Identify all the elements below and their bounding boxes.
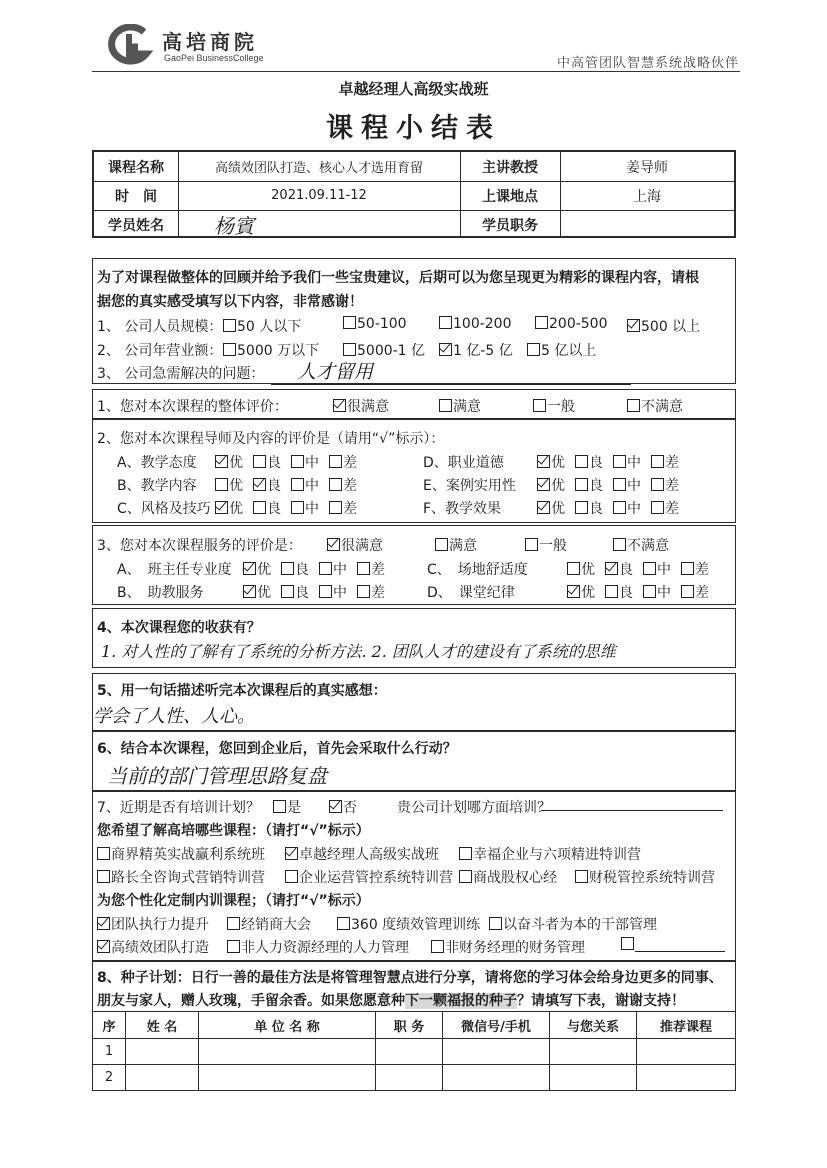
seed-plan-section <box>92 961 736 1011</box>
checkbox-icon[interactable] <box>613 501 626 514</box>
rating-option[interactable]: 差 <box>357 559 385 579</box>
row-cell[interactable] <box>126 1039 199 1065</box>
row-cell[interactable] <box>637 1039 736 1065</box>
custom-training-label: 为您个性化定制内训课程；（请打“√”标示） <box>97 893 370 909</box>
option-revenue-3[interactable]: 1 亿-5 亿 <box>439 340 513 360</box>
rating-row-label: A、 班主任专业度 <box>117 562 232 578</box>
referral-table-header <box>93 1012 736 1039</box>
checkbox-icon[interactable] <box>613 538 626 551</box>
service-option-4[interactable]: 不满意 <box>613 535 669 555</box>
checkbox-icon[interactable] <box>319 585 332 598</box>
custom-option-7[interactable]: 非财务经理的财务管理 <box>431 937 585 957</box>
rating-row-label: D、 课堂纪律 <box>427 585 515 601</box>
checkbox-checked-icon[interactable] <box>537 501 550 514</box>
checkbox-checked-icon[interactable] <box>537 455 550 468</box>
rating-row-label: F、教学效果 <box>423 501 502 517</box>
overall-evaluation-label: 1、您对本次课程的整体评价： <box>97 399 288 415</box>
checkbox-icon[interactable] <box>227 940 240 953</box>
service-evaluation-label: 3、您对本次课程服务的评价是： <box>97 538 302 554</box>
teacher-evaluation-label: 2、您对本次课程导师及内容的评价是（请用“√”标示）： <box>97 431 445 447</box>
row-cell[interactable] <box>637 1065 736 1091</box>
checkbox-checked-icon[interactable] <box>97 917 110 930</box>
student-position-value[interactable] <box>560 210 734 239</box>
rating-option[interactable]: 良 <box>605 582 633 602</box>
checkbox-icon[interactable] <box>343 316 356 329</box>
row-cell[interactable] <box>126 1065 199 1091</box>
checkbox-icon[interactable] <box>613 455 626 468</box>
rating-option[interactable]: 良 <box>253 475 281 495</box>
checkbox-icon[interactable] <box>533 399 546 412</box>
rating-row-label: B、 助教服务 <box>117 585 204 601</box>
option-revenue-1[interactable]: 5000 万以下 <box>223 340 319 360</box>
checkbox-checked-icon[interactable] <box>215 455 228 468</box>
rating-row-label: C、 场地舒适度 <box>427 562 528 578</box>
option-size-3[interactable]: 100-200 <box>439 316 512 332</box>
checkbox-icon[interactable] <box>651 478 664 491</box>
rating-option[interactable]: 优 <box>567 559 595 579</box>
checkbox-checked-icon[interactable] <box>627 319 640 332</box>
option-size-4[interactable]: 200-500 <box>535 316 608 332</box>
row-index: 1 <box>93 1039 126 1065</box>
courses-interest-label: 您希望了解高培哪些课程：（请打“√”标示） <box>97 823 370 839</box>
custom-option-4[interactable]: 以奋斗者为本的干部管理 <box>489 914 657 934</box>
checkbox-icon[interactable] <box>285 870 298 883</box>
checkbox-icon[interactable] <box>651 501 664 514</box>
time-label: 时 间 <box>115 188 157 205</box>
table-row <box>93 1065 736 1091</box>
rating-option[interactable]: 中 <box>643 559 671 579</box>
instructor-value[interactable]: 姜导师 <box>626 159 668 176</box>
option-revenue-4[interactable]: 5 亿以上 <box>527 340 596 360</box>
checkbox-icon[interactable] <box>291 455 304 468</box>
rating-option[interactable]: 良 <box>575 475 603 495</box>
checkbox-icon[interactable] <box>643 585 656 598</box>
feeling-section <box>92 673 736 731</box>
custom-option-2[interactable]: 经销商大会 <box>227 914 311 934</box>
checkbox-icon[interactable] <box>357 585 370 598</box>
rating-row-label: A、教学态度 <box>117 455 197 471</box>
checkbox-icon[interactable] <box>575 870 588 883</box>
gains-section <box>92 608 736 668</box>
checkbox-icon[interactable] <box>681 562 694 575</box>
checkbox-checked-icon[interactable] <box>243 562 256 575</box>
rating-option[interactable]: 优 <box>537 475 565 495</box>
course-name-label: 课程名称 <box>108 159 164 176</box>
rating-option[interactable]: 差 <box>329 475 357 495</box>
checkbox-icon[interactable] <box>459 847 472 860</box>
checkbox-icon[interactable] <box>535 316 548 329</box>
rating-option[interactable]: 差 <box>681 559 709 579</box>
teacher-evaluation-section <box>92 419 736 523</box>
checkbox-icon[interactable] <box>281 585 294 598</box>
checkbox-icon[interactable] <box>253 501 266 514</box>
checkbox-icon[interactable] <box>613 478 626 491</box>
course-option-2[interactable]: 卓越经理人高级实战班 <box>285 844 439 864</box>
col-header-index: 序 <box>93 1012 126 1039</box>
service-option-3[interactable]: 一般 <box>525 535 567 555</box>
service-evaluation-section <box>92 525 736 605</box>
course-option-7[interactable]: 财税管控系统特训营 <box>575 867 715 887</box>
company-info-section <box>92 258 736 384</box>
checkbox-icon[interactable] <box>357 562 370 575</box>
checkbox-icon[interactable] <box>291 501 304 514</box>
time-value[interactable]: 2021.09.11-12 <box>271 188 367 203</box>
training-area-field[interactable] <box>541 810 723 811</box>
rating-option[interactable]: 优 <box>243 559 271 579</box>
training-plan-question: 7、近期是否有培训计划？ <box>97 800 260 816</box>
course-info-table <box>92 150 736 238</box>
rating-row-label: D、职业道德 <box>423 455 504 471</box>
checkbox-icon[interactable] <box>215 478 228 491</box>
checkbox-icon[interactable] <box>459 870 472 883</box>
student-position-label: 学员职务 <box>482 217 538 234</box>
checkbox-icon[interactable] <box>329 455 342 468</box>
option-revenue-2[interactable]: 5000-1 亿 <box>343 340 425 360</box>
row-cell[interactable] <box>550 1065 637 1091</box>
rating-option[interactable]: 差 <box>357 582 385 602</box>
checkbox-icon[interactable] <box>489 917 502 930</box>
rating-option[interactable]: 良 <box>253 498 281 518</box>
company-revenue-label: 2、 公司年营业额： <box>97 343 223 359</box>
checkbox-icon[interactable] <box>97 847 110 860</box>
rating-option[interactable]: 良 <box>281 582 309 602</box>
seed-plan-text-line1: 8、种子计划：日行一善的最佳方法是将管理智慧点进行分享，请将您的学习体会给身边更多的同事、 <box>97 970 723 986</box>
overall-option-1[interactable]: 很满意 <box>333 396 389 416</box>
course-option-5[interactable]: 企业运营管控系统特训营 <box>285 867 453 887</box>
rating-option[interactable]: 良 <box>253 452 281 472</box>
row-index: 2 <box>93 1065 126 1091</box>
checkbox-icon[interactable] <box>567 562 580 575</box>
rating-option[interactable]: 差 <box>651 475 679 495</box>
checkbox-icon[interactable] <box>439 316 452 329</box>
custom-option-1[interactable]: 团队执行力提升 <box>97 914 209 934</box>
rating-option[interactable]: 中 <box>613 452 641 472</box>
course-option-6[interactable]: 商战股权心经 <box>459 867 557 887</box>
rating-option[interactable]: 优 <box>215 475 243 495</box>
seed-plan-text-line2: 朋友与家人，赠人玫瑰，手留余香。如果您愿意种下一颗福报的种子？请填写下表，谢谢支持！ <box>97 993 685 1009</box>
student-name-label: 学员姓名 <box>108 217 164 234</box>
overall-option-4[interactable]: 不满意 <box>627 396 683 416</box>
row-cell[interactable] <box>443 1039 550 1065</box>
checkbox-icon[interactable] <box>223 319 236 332</box>
rating-option[interactable]: 中 <box>319 559 347 579</box>
rating-option[interactable]: 中 <box>291 475 319 495</box>
logo-name-en: GaoPei BusinessCollege <box>164 53 264 63</box>
checkbox-icon[interactable] <box>439 399 452 412</box>
col-header-position: 职 务 <box>376 1012 443 1039</box>
rating-option[interactable]: 中 <box>291 452 319 472</box>
checkbox-icon[interactable] <box>527 343 540 356</box>
student-name-value[interactable]: 杨賓 <box>214 214 254 238</box>
rating-option[interactable]: 中 <box>319 582 347 602</box>
table-row <box>93 1039 736 1065</box>
gains-question: 4、本次课程您的收获有？ <box>97 620 261 636</box>
checkbox-checked-icon[interactable] <box>605 562 618 575</box>
option-size-5[interactable]: 500 以上 <box>627 316 700 336</box>
checkbox-checked-icon[interactable] <box>329 800 342 813</box>
gaopei-logo-icon <box>100 24 158 66</box>
rating-option[interactable]: 差 <box>329 498 357 518</box>
row-cell[interactable] <box>199 1039 376 1065</box>
col-header-wechat: 微信号/手机 <box>443 1012 550 1039</box>
checkbox-icon[interactable] <box>651 455 664 468</box>
checkbox-icon[interactable] <box>621 937 634 950</box>
checkbox-icon[interactable] <box>329 501 342 514</box>
checkbox-icon[interactable] <box>291 478 304 491</box>
col-header-course: 推荐课程 <box>637 1012 736 1039</box>
checkbox-icon[interactable] <box>525 538 538 551</box>
col-header-name: 姓 名 <box>126 1012 199 1039</box>
col-header-relation: 与您关系 <box>550 1012 637 1039</box>
instructor-label: 主讲教授 <box>482 159 538 176</box>
training-plan-section <box>92 791 736 961</box>
rating-option[interactable]: 优 <box>243 582 271 602</box>
rating-option[interactable]: 差 <box>681 582 709 602</box>
overall-option-2[interactable]: 满意 <box>439 396 481 416</box>
checkbox-checked-icon[interactable] <box>537 478 550 491</box>
rating-option[interactable]: 中 <box>613 475 641 495</box>
custom-option-6[interactable]: 非人力资源经理的人力管理 <box>227 937 409 957</box>
option-size-1[interactable]: 50 人以下 <box>223 316 301 336</box>
overall-evaluation-section <box>92 389 736 419</box>
row-cell[interactable] <box>199 1065 376 1091</box>
custom-option-5[interactable]: 高绩效团队打造 <box>97 937 209 957</box>
rating-row-label: B、教学内容 <box>117 478 197 494</box>
program-title: 卓越经理人高级实战班 <box>338 80 489 98</box>
checkbox-icon[interactable] <box>97 870 110 883</box>
logo <box>100 24 300 68</box>
checkbox-icon[interactable] <box>431 940 444 953</box>
company-size-label: 1、 公司人员规模： <box>97 319 223 335</box>
row-cell[interactable] <box>550 1039 637 1065</box>
rating-row-label: C、风格及技巧 <box>117 501 211 517</box>
location-value[interactable]: 上海 <box>633 188 661 205</box>
training-area-label: 贵公司计划哪方面培训？ <box>397 800 551 816</box>
action-answer[interactable]: 当前的部门管理思路复盘 <box>107 764 327 788</box>
course-option-1[interactable]: 商界精英实战赢利系统班 <box>97 844 265 864</box>
checkbox-icon[interactable] <box>575 455 588 468</box>
course-name-value[interactable]: 高绩效团队打造、核心人才选用育留 <box>214 161 423 176</box>
feeling-answer[interactable]: 学会了人性、人心。 <box>93 706 255 727</box>
checkbox-icon[interactable] <box>605 585 618 598</box>
rating-option[interactable]: 良 <box>575 498 603 518</box>
checkbox-icon[interactable] <box>575 501 588 514</box>
rating-option[interactable]: 中 <box>291 498 319 518</box>
rating-option[interactable]: 良 <box>605 559 633 579</box>
logo-name-cn: 高培商院 <box>162 30 258 54</box>
plan-yes-option[interactable]: 是 <box>273 797 301 817</box>
rating-option[interactable]: 优 <box>215 498 243 518</box>
checkbox-icon[interactable] <box>343 343 356 356</box>
intro-text-line2: 据您的真实感受填写以下内容，非常感谢！ <box>97 294 363 310</box>
checkbox-icon[interactable] <box>337 917 350 930</box>
checkbox-checked-icon[interactable] <box>97 940 110 953</box>
rating-option[interactable]: 良 <box>575 452 603 472</box>
checkbox-icon[interactable] <box>319 562 332 575</box>
course-option-3[interactable]: 幸福企业与六项精进特训营 <box>459 844 641 864</box>
rating-row-label: E、案例实用性 <box>423 478 516 494</box>
header-divider <box>92 71 740 72</box>
intro-text-line1: 为了对课程做整体的回顾并给予我们一些宝贵建议，后期可以为您呈现更为精彩的课程内容，请根 <box>97 270 699 286</box>
checkbox-icon[interactable] <box>627 399 640 412</box>
checkbox-checked-icon[interactable] <box>333 399 346 412</box>
urgent-problem-answer[interactable]: 人才留用 <box>271 357 631 385</box>
checkbox-icon[interactable] <box>281 562 294 575</box>
checkbox-icon[interactable] <box>435 538 448 551</box>
action-question: 6、结合本次课程，您回到企业后，首先会采取什么行动？ <box>97 741 457 757</box>
rating-option[interactable]: 差 <box>651 498 679 518</box>
checkbox-icon[interactable] <box>227 917 240 930</box>
page-title: 课程小结表 <box>326 113 501 144</box>
row-cell[interactable] <box>376 1039 443 1065</box>
row-cell[interactable] <box>376 1065 443 1091</box>
custom-option-other[interactable] <box>621 937 725 953</box>
rating-option[interactable]: 优 <box>537 498 565 518</box>
checkbox-checked-icon[interactable] <box>285 847 298 860</box>
row-cell[interactable] <box>443 1065 550 1091</box>
checkbox-icon[interactable] <box>575 478 588 491</box>
rating-option[interactable]: 差 <box>329 452 357 472</box>
plan-no-option[interactable]: 否 <box>329 797 357 817</box>
custom-option-3[interactable]: 360 度绩效管理训练 <box>337 914 480 934</box>
service-option-2[interactable]: 满意 <box>435 535 477 555</box>
service-option-1[interactable]: 很满意 <box>327 535 383 555</box>
checkbox-icon[interactable] <box>329 478 342 491</box>
checkbox-checked-icon[interactable] <box>439 343 452 356</box>
referral-table <box>92 1011 736 1091</box>
checkbox-icon[interactable] <box>643 562 656 575</box>
tagline: 中高管团队智慧系统战略伙伴 <box>556 56 739 71</box>
checkbox-checked-icon[interactable] <box>243 585 256 598</box>
checkbox-icon[interactable] <box>253 455 266 468</box>
rating-option[interactable]: 优 <box>567 582 595 602</box>
rating-option[interactable]: 差 <box>651 452 679 472</box>
course-option-4[interactable]: 路长全咨询式营销特训营 <box>97 867 265 887</box>
checkbox-icon[interactable] <box>223 343 236 356</box>
urgent-problem-label: 3、 公司急需解决的问题： <box>97 366 265 382</box>
checkbox-checked-icon[interactable] <box>327 538 340 551</box>
checkbox-checked-icon[interactable] <box>567 585 580 598</box>
checkbox-icon[interactable] <box>681 585 694 598</box>
rating-option[interactable]: 中 <box>613 498 641 518</box>
col-header-company: 单 位 名 称 <box>199 1012 376 1039</box>
feeling-question: 5、用一句话描述听完本次课程后的真实感想： <box>97 683 387 699</box>
location-label: 上课地点 <box>482 188 538 205</box>
checkbox-checked-icon[interactable] <box>215 501 228 514</box>
rating-option[interactable]: 优 <box>537 452 565 472</box>
checkbox-icon[interactable] <box>273 800 286 813</box>
rating-option[interactable]: 中 <box>643 582 671 602</box>
rating-option[interactable]: 良 <box>281 559 309 579</box>
action-section <box>92 731 736 791</box>
overall-option-3[interactable]: 一般 <box>533 396 575 416</box>
option-size-2[interactable]: 50-100 <box>343 316 407 332</box>
gains-answer[interactable]: 1. 对人性的了解有了系统的分析方法. 2. 团队人才的建设有了系统的思维 <box>101 642 616 661</box>
rating-option[interactable]: 优 <box>215 452 243 472</box>
checkbox-checked-icon[interactable] <box>253 478 266 491</box>
